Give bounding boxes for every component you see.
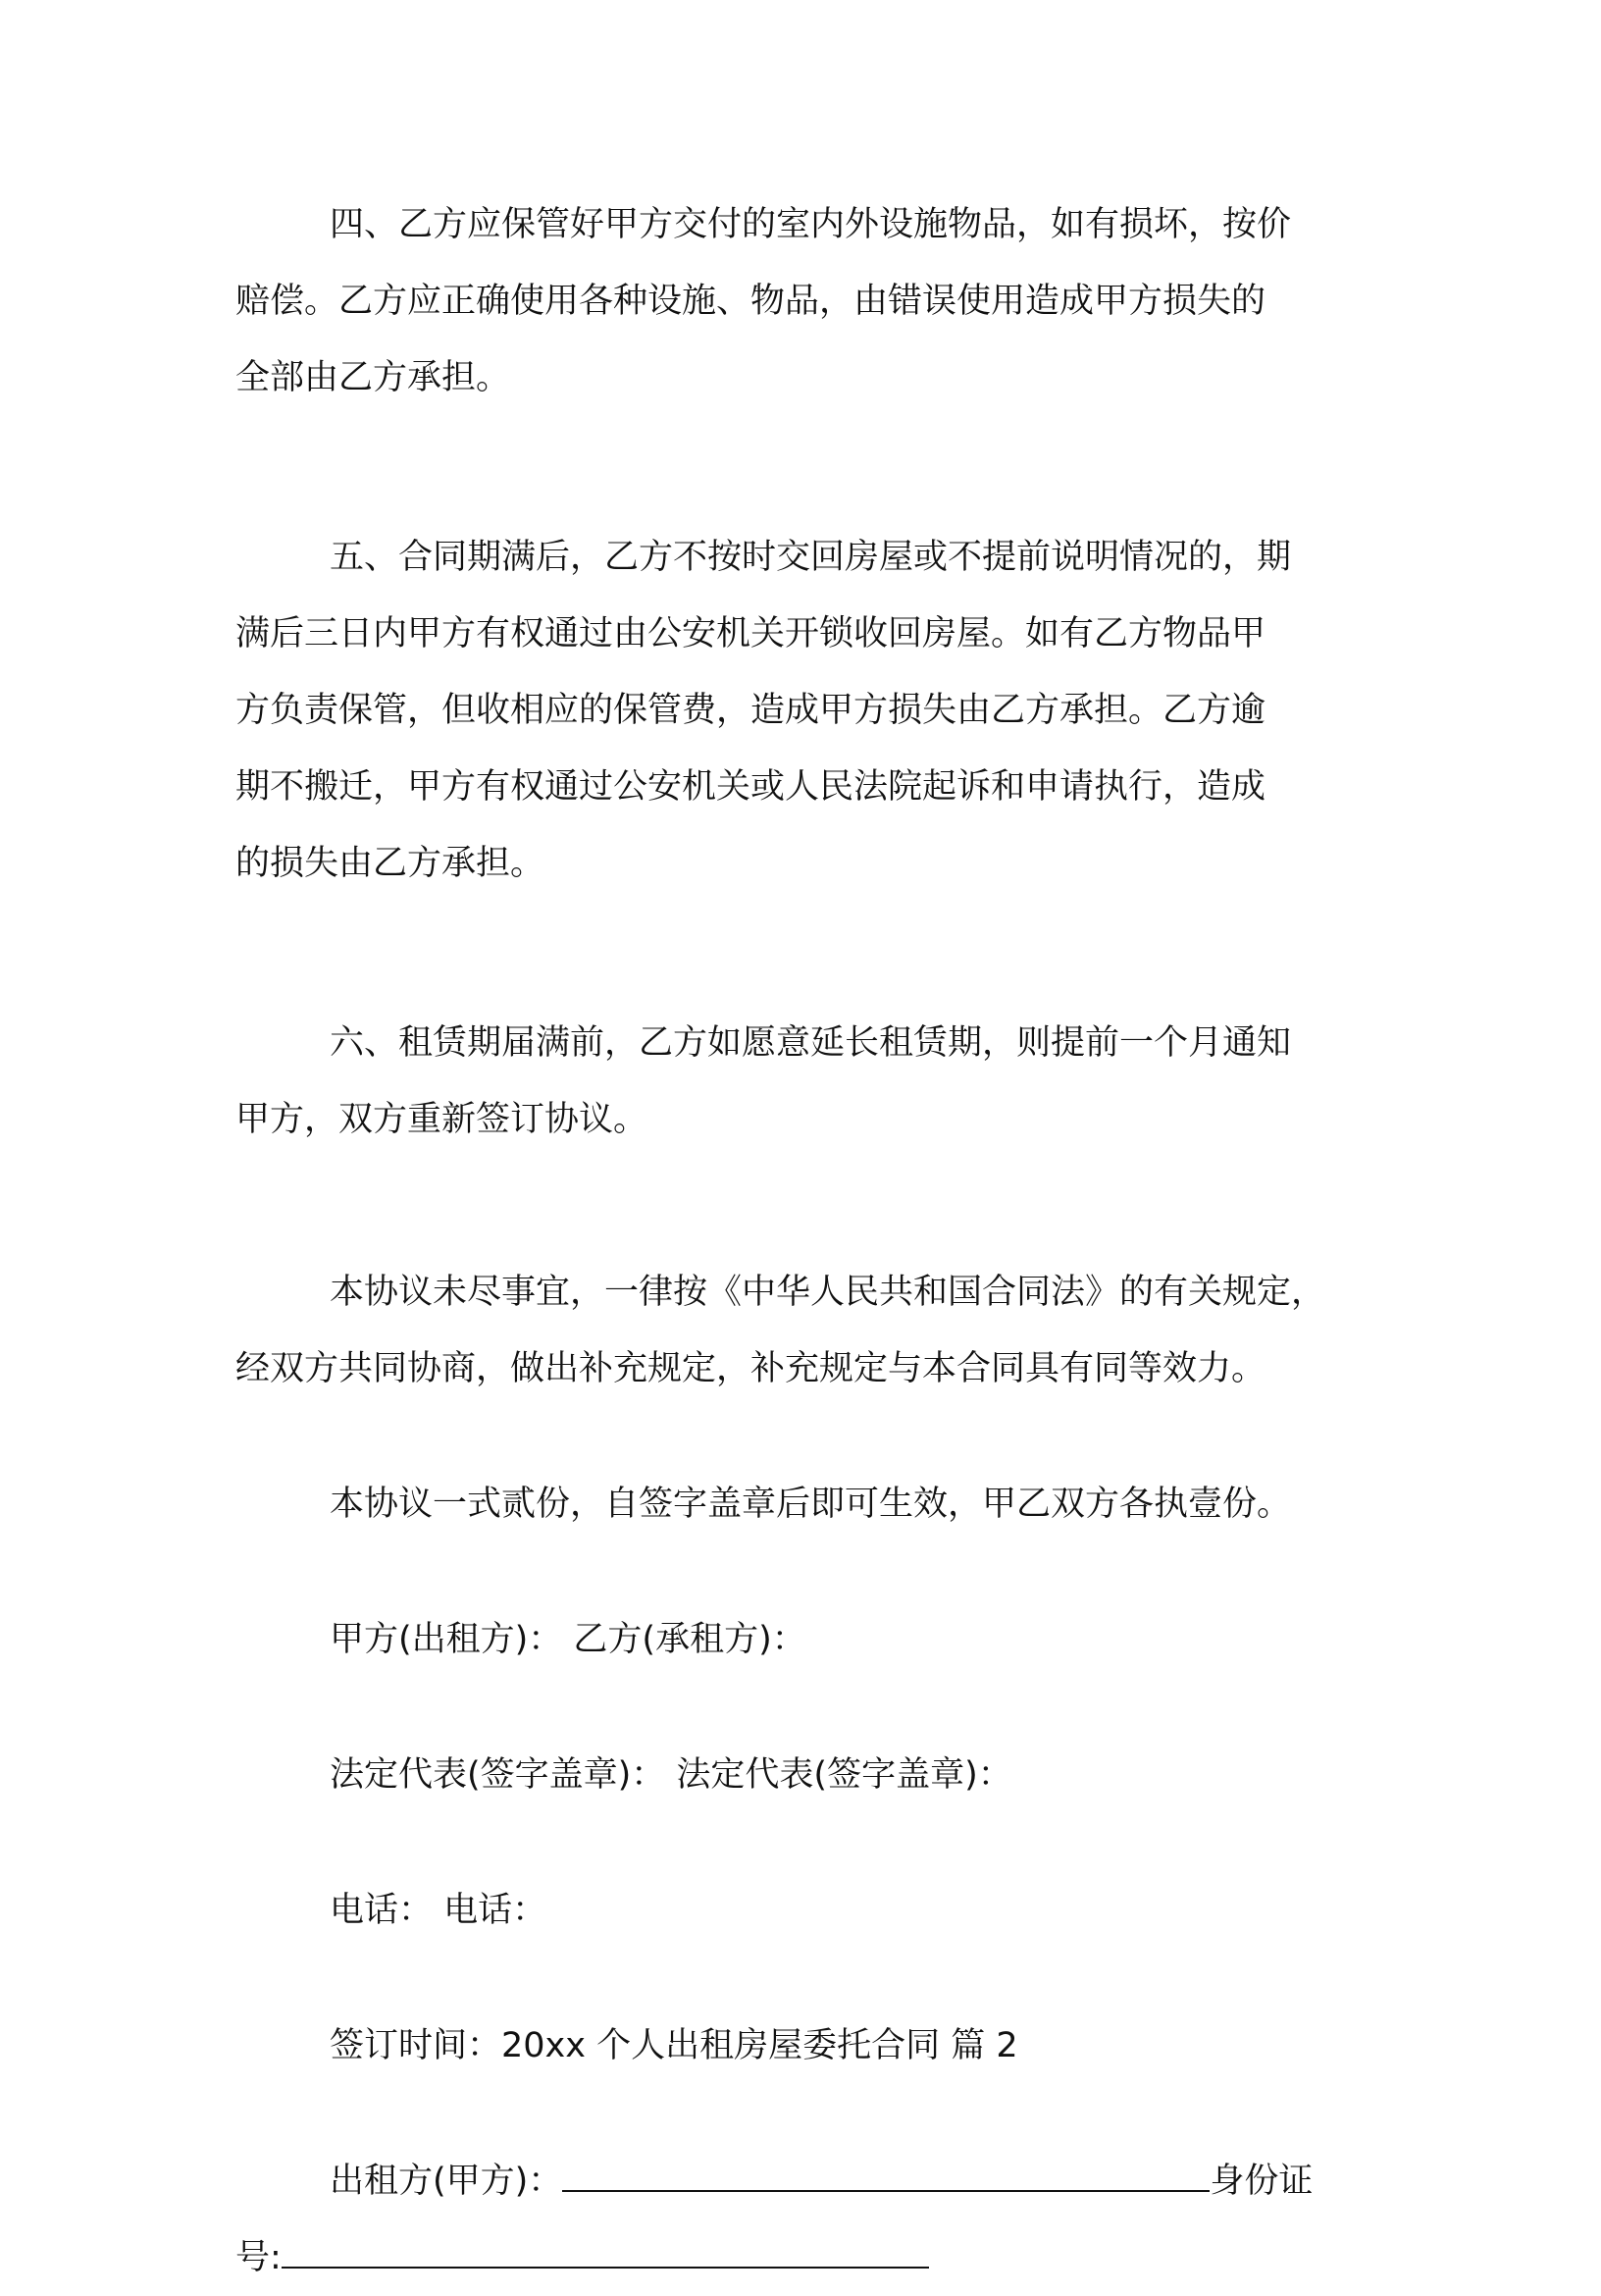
lessor-line	[235, 2143, 1393, 2219]
id-number-blank[interactable]	[282, 2235, 929, 2269]
document-page	[235, 186, 1393, 2296]
signing-time-line: 签订时间：20xx 个人出租房屋委托合同 篇 2	[330, 2026, 1018, 2065]
representatives-line: 法定代表(签字盖章)： 法定代表(签字盖章)：	[330, 1755, 1012, 1795]
id-label-part-1: 身份证	[1210, 2162, 1314, 2201]
id-number-line	[235, 2219, 1393, 2296]
clause-6-line-1: 六、租赁期届满前，乙方如愿意延长租赁期，则提前一个月通知	[330, 1023, 1292, 1063]
clause-4-line-3: 全部由乙方承担。	[235, 358, 511, 397]
clause-6-line-2: 甲方，双方重新签订协议。	[235, 1100, 648, 1139]
phones-line: 电话： 电话：	[330, 1891, 547, 1930]
lessor-name-blank[interactable]	[562, 2159, 1210, 2192]
clause-5-line-5: 的损失由乙方承担。	[235, 844, 545, 883]
supplement-clause	[235, 1254, 1393, 1407]
clause-6	[235, 1005, 1393, 1158]
supplement-line-2: 经双方共同协商，做出补充规定，补充规定与本合同具有同等效力。	[235, 1349, 1266, 1388]
clause-4-line-2: 赔偿。乙方应正确使用各种设施、物品，由错误使用造成甲方损失的	[235, 282, 1266, 321]
clause-5-line-1: 五、合同期满后，乙方不按时交回房屋或不提前说明情况的，期	[330, 538, 1292, 577]
clause-5-line-4: 期不搬迁，甲方有权通过公安机关或人民法院起诉和申请执行，造成	[235, 767, 1266, 807]
clause-5-line-3: 方负责保管，但收相应的保管费，造成甲方损失由乙方承担。乙方逾	[235, 691, 1266, 730]
clause-5	[235, 519, 1393, 902]
clause-5-line-2: 满后三日内甲方有权通过由公安机关开锁收回房屋。如有乙方物品甲	[235, 614, 1266, 653]
id-label-part-2: 号:	[235, 2238, 282, 2277]
lessor-label: 出租方(甲方)：	[330, 2162, 563, 2201]
clause-4-line-1: 四、乙方应保管好甲方交付的室内外设施物品，如有损坏，按价	[330, 205, 1292, 244]
parties-line: 甲方(出租方)： 乙方(承租方)：	[330, 1620, 806, 1659]
copies-clause: 本协议一式贰份，自签字盖章后即可生效，甲乙双方各执壹份。	[330, 1485, 1292, 1524]
supplement-line-1: 本协议未尽事宜，一律按《中华人民共和国合同法》的有关规定，	[330, 1273, 1326, 1312]
clause-4	[235, 186, 1393, 416]
